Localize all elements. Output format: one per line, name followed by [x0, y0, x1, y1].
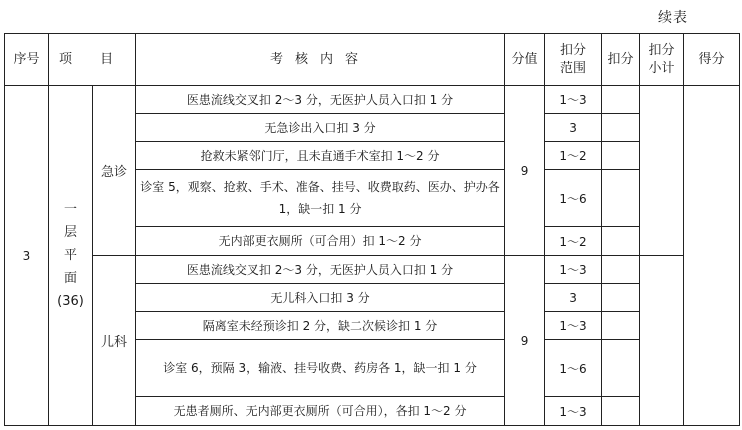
- content-cell: 隔离室未经预诊扣 2 分，缺二次候诊扣 1 分: [136, 312, 505, 340]
- deduct-cell: [602, 142, 640, 170]
- header-subtotal: [640, 34, 684, 86]
- content-cell: 抢救未紧邻门厅，且未直通手术室扣 1～2 分: [136, 142, 505, 170]
- header-row: [5, 34, 740, 86]
- group-name-emergency: 急诊: [93, 86, 136, 256]
- header-range-text: 扣分范围: [560, 42, 587, 76]
- range-cell: 1～6: [545, 170, 602, 227]
- final-score-cell: [684, 86, 740, 426]
- group-score: 9: [505, 256, 545, 426]
- range-cell: 1～2: [545, 142, 602, 170]
- range-cell: 1～3: [545, 86, 602, 114]
- continued-table-label: 续表: [658, 10, 688, 26]
- range-cell: 3: [545, 114, 602, 142]
- range-cell: 1～3: [545, 256, 602, 284]
- content-cell: 无急诊出入口扣 3 分: [136, 114, 505, 142]
- content-cell: 医患流线交叉扣 2～3 分，无医护人员入口扣 1 分: [136, 86, 505, 114]
- header-item: 项 目: [49, 34, 136, 86]
- content-cell: 诊室 5，观察、抢救、手术、准备、挂号、收费取药、医办、护办各 1，缺一扣 1 分: [136, 170, 505, 227]
- header-range: [545, 34, 602, 86]
- table-row: [5, 86, 740, 114]
- range-cell: 1～3: [545, 397, 602, 426]
- header-score: 分值: [505, 34, 545, 86]
- group-name-pediatrics: 儿科: [93, 256, 136, 426]
- deduct-cell: [602, 170, 640, 227]
- section-seq: 3: [5, 86, 49, 426]
- header-content: 考核内容: [136, 34, 505, 86]
- assessment-table: [4, 33, 740, 426]
- subtotal-cell: [640, 256, 684, 426]
- category-char: 平: [63, 248, 77, 263]
- content-cell: 无儿科入口扣 3 分: [136, 284, 505, 312]
- group-score: 9: [505, 86, 545, 256]
- range-cell: 1～2: [545, 227, 602, 256]
- content-cell: 无内部更衣厕所（可合用）扣 1～2 分: [136, 227, 505, 256]
- category-char: 一: [63, 202, 77, 217]
- deduct-cell: [602, 86, 640, 114]
- category-points: (36): [57, 294, 84, 309]
- header-deduct: 扣分: [602, 34, 640, 86]
- subtotal-cell: [640, 86, 684, 256]
- header-subtotal-text: 扣分小计: [648, 42, 675, 76]
- deduct-cell: [602, 284, 640, 312]
- table-row: [5, 256, 740, 284]
- content-cell: 诊室 6，预隔 3，输液、挂号收费、药房各 1，缺一扣 1 分: [136, 340, 505, 397]
- deduct-cell: [602, 397, 640, 426]
- header-seq: 序号: [5, 34, 49, 86]
- range-cell: 3: [545, 284, 602, 312]
- deduct-cell: [602, 312, 640, 340]
- section-category: [49, 86, 93, 426]
- category-char: 面: [63, 271, 77, 286]
- content-cell: 无患者厕所、无内部更衣厕所（可合用），各扣 1～2 分: [136, 397, 505, 426]
- deduct-cell: [602, 227, 640, 256]
- header-final: 得分: [684, 34, 740, 86]
- category-char: 层: [63, 225, 77, 240]
- deduct-cell: [602, 340, 640, 397]
- deduct-cell: [602, 256, 640, 284]
- range-cell: 1～6: [545, 340, 602, 397]
- range-cell: 1～3: [545, 312, 602, 340]
- deduct-cell: [602, 114, 640, 142]
- content-cell: 医患流线交叉扣 2～3 分，无医护人员入口扣 1 分: [136, 256, 505, 284]
